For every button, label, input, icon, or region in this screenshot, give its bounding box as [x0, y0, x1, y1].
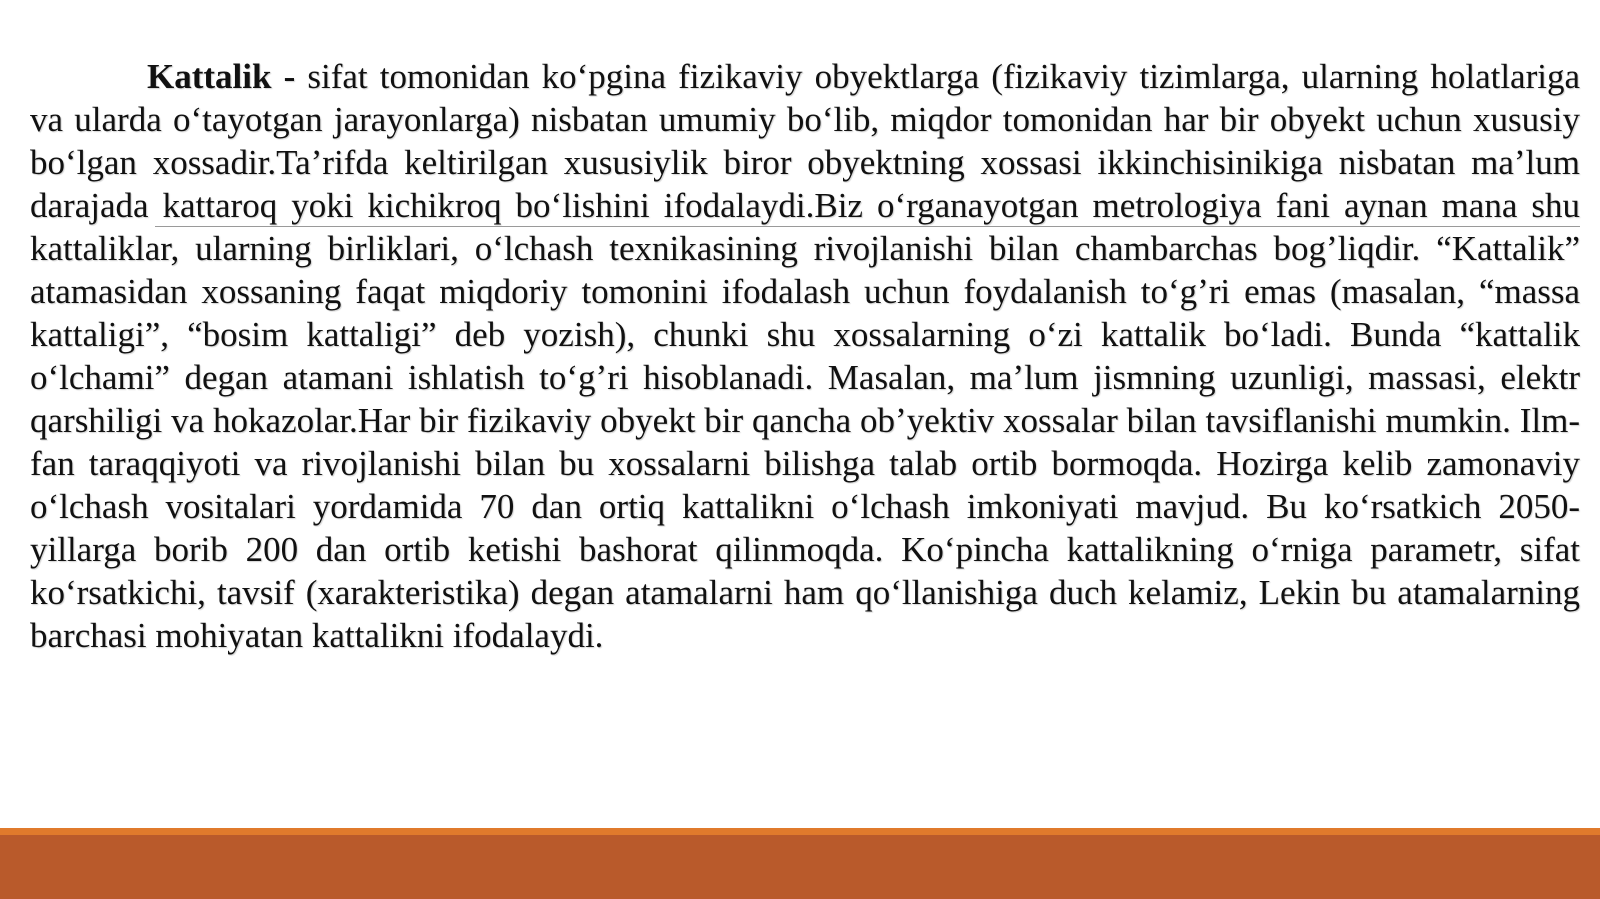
underline-rule	[155, 226, 1580, 227]
body-paragraph	[30, 55, 1580, 657]
term-dash: -	[271, 57, 308, 96]
footer-stripe	[0, 828, 1600, 835]
footer-band	[0, 828, 1600, 899]
term-kattalik: Kattalik	[147, 57, 272, 96]
definition-text: sifat tomonidan koʻpgina fizikaviy obyektlarga (fizikaviy tizimlarga, ularning holatlariga va ularda oʻtayotgan jarayonlarga) nisbatan umumiy boʻlib, miqdor tomonidan har bir obyekt uchun xususiy boʻlgan xossadir.Taʼrifda keltirilgan xususiylik biror obyektning xossasi ikkinchisinikiga nisbatan maʼlum darajada kattaroq yoki kichikroq boʻlishini ifodalaydi.Biz oʻrganayotgan metrologiya fani aynan mana shu kattaliklar, ularning birliklari, oʻlchash texnikasining rivojlanishi bilan chambarchas bogʼliqdir. “Kattalik” atamasidan xossaning faqat miqdoriy tomonini ifodalash uchun foydalanish toʻgʼri emas (masalan, “massa kattaligi”, “bosim kattaligi” deb yozish), chunki shu xossalarning oʻzi kattalik boʻladi. Bunda “kattalik oʻlchami” degan atamani ishlatish toʻgʼri hisoblanadi. Masalan, maʼlum jismning uzunligi, massasi, elektr qarshiligi va hokazolar.Har bir fizikaviy obyekt bir qancha obʼyektiv xossalar bilan tavsiflanishi mumkin. Ilm-fan taraqqiyoti va rivojlanishi bilan bu xossalarni bilishga talab ortib bormoqda. Hozirga kelib zamonaviy oʻlchash vositalari yordamida 70 dan ortiq kattalikni oʻlchash imkoniyati mavjud. Bu koʻrsatkich 2050-yillarga borib 200 dan ortib ketishi bashorat qilinmoqda. Koʻpincha kattalikning oʻrniga parametr, sifat koʻrsatkichi, tavsif (xarakteristika) degan atamalarni ham qoʻllanishiga duch kelamiz, Lekin bu atamalarning barchasi mohiyatan kattalikni ifodalaydi.	[30, 57, 1581, 655]
